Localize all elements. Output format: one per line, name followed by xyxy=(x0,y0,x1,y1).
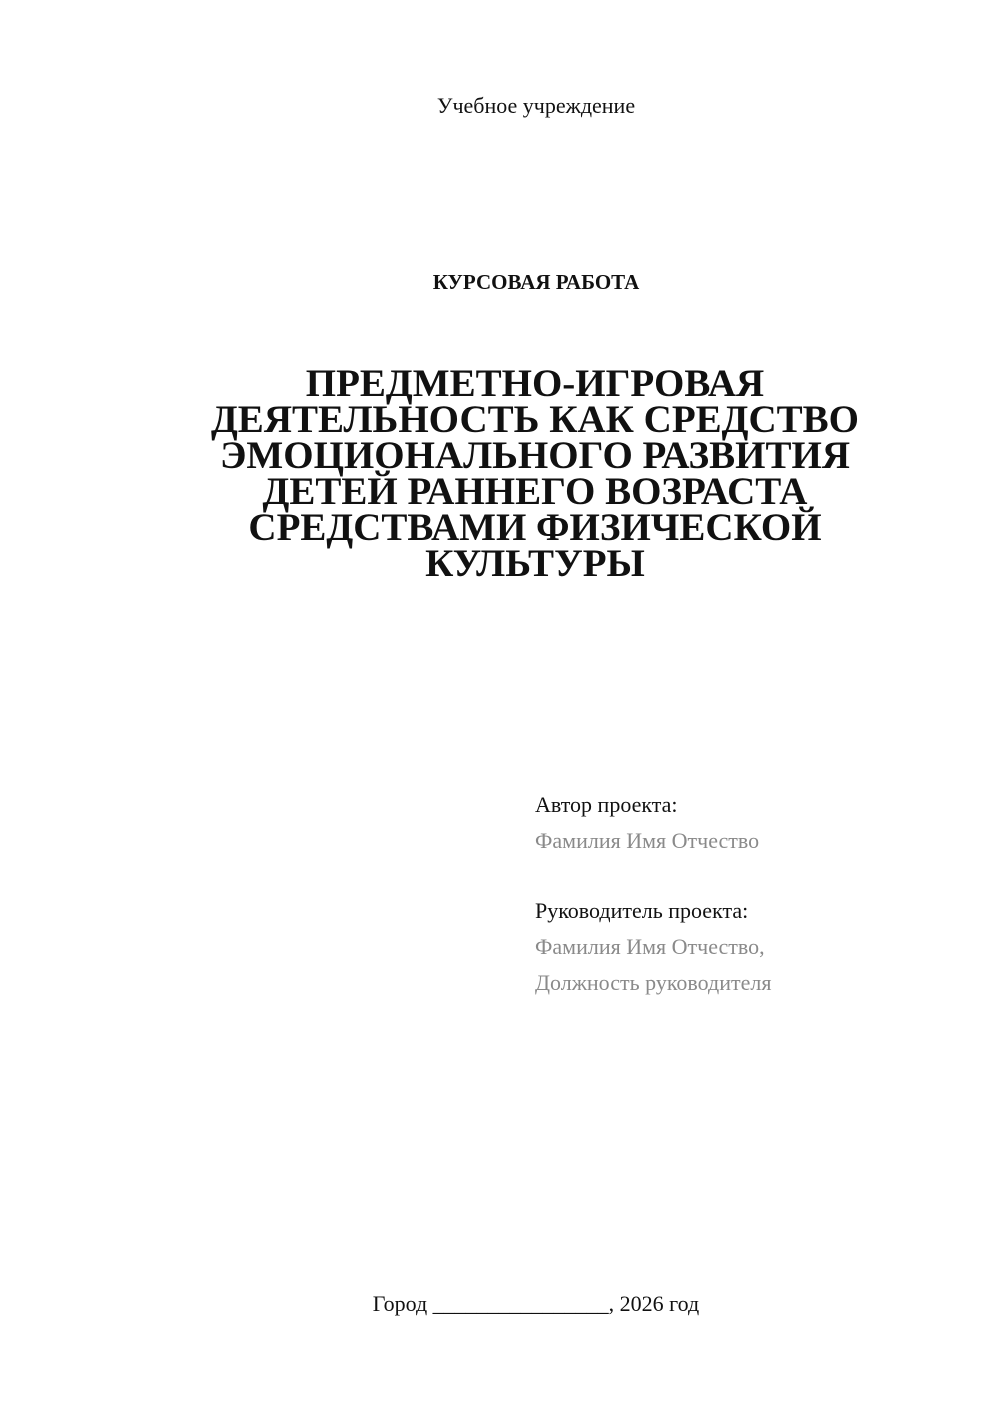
title-line: ЭМОЦИОНАЛЬНОГО РАЗВИТИЯ xyxy=(219,434,851,477)
supervisor-block xyxy=(535,893,771,1001)
work-title xyxy=(200,362,870,585)
author-name: Фамилия Имя Отчество xyxy=(535,828,760,853)
title-line: СРЕДСТВАМИ ФИЗИЧЕСКОЙ xyxy=(248,506,822,549)
author-block xyxy=(535,787,759,859)
supervisor-position: Должность руководителя xyxy=(535,970,772,995)
supervisor-name: Фамилия Имя Отчество, xyxy=(535,934,765,959)
title-line: ПРЕДМЕТНО-ИГРОВАЯ xyxy=(305,362,765,405)
author-label: Автор проекта: xyxy=(535,792,678,817)
city-year-line: Город ________________, 2026 год xyxy=(372,1291,700,1316)
work-type-heading: КУРСОВАЯ РАБОТА xyxy=(432,270,640,294)
supervisor-label: Руководитель проекта: xyxy=(535,898,749,923)
title-line: ДЕЯТЕЛЬНОСТЬ КАК СРЕДСТВО xyxy=(210,398,860,441)
institution-name: Учебное учреждение xyxy=(436,93,636,118)
title-line: КУЛЬТУРЫ xyxy=(425,542,645,585)
title-line: ДЕТЕЙ РАННЕГО ВОЗРАСТА xyxy=(262,470,808,513)
